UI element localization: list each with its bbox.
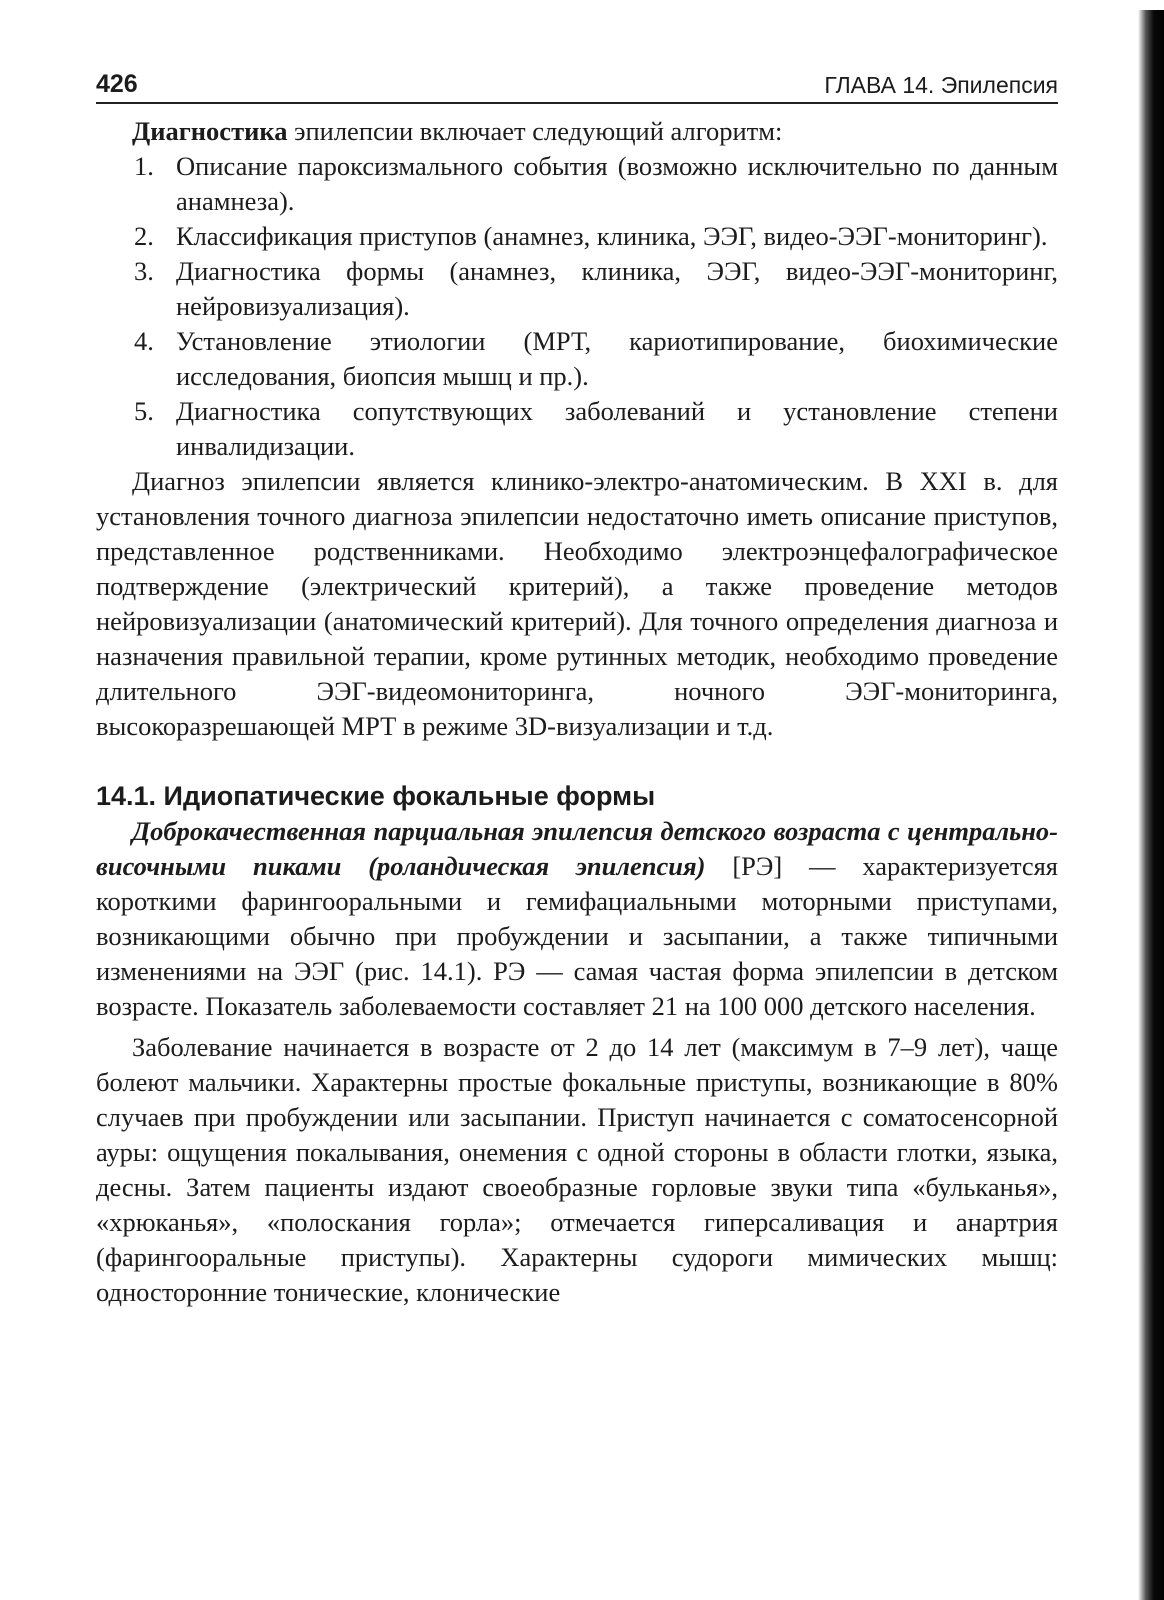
list-item-text: Установление этиологии (МРТ, кариотипирование, биохимические исследования, биопсия мышц и пр.). <box>176 326 1058 391</box>
list-item <box>96 324 1058 394</box>
running-head <box>96 60 1058 104</box>
list-item-text: Диагностика формы (анамнез, клиника, ЭЭГ, видео-ЭЭГ-мониторинг, нейровизуализация). <box>176 256 1058 321</box>
list-item-number: 2. <box>134 221 154 251</box>
list-item-text: Описание пароксизмального события (возможно исключительно по данным анамнеза). <box>176 151 1058 216</box>
rolandic-epilepsy-text: [РЭ] — характеризуетсяя короткими фарингооральными и гемифациальными моторными приступами, возникающими обычно при пробуждении и засыпании, а также типичными изменениями на ЭЭГ (рис. 14.1). РЭ — самая частая форма эпилепсии в детском возрасте. Показатель заболеваемости составляет 21 на 100 000 детского населения. <box>96 851 1058 1021</box>
chapter-title: ГЛАВА 14. Эпилепсия <box>824 72 1058 98</box>
book-page <box>96 60 1058 1310</box>
list-item-number: 1. <box>134 151 154 181</box>
list-item <box>96 149 1058 219</box>
list-item-number: 5. <box>134 396 154 426</box>
list-item-text: Классификация приступов (анамнез, клиника, ЭЭГ, видео-ЭЭГ-мониторинг). <box>176 221 1048 251</box>
list-item-number: 4. <box>134 326 154 356</box>
onset-paragraph: Заболевание начинается в возрасте от 2 до 14 лет (максимум в 7–9 лет), чаще болеют мальчики. Характерны простые фокальные приступы, возникающие в 80% случаев при пробуждении или засыпании. Приступ начинается с соматосенсорной ауры: ощущения покалывания, онемения с одной стороны в области глотки, языка, десны. Затем пациенты издают своеобразные горловые звуки типа «бульканья», «хрюканья», «полоскания горла»; отмечается гиперсаливация и анартрия (фарингооральные приступы). Характерны судороги мимических мышц: односторонние тонические, клонические <box>96 1032 1058 1307</box>
diagnostics-intro <box>96 114 1058 149</box>
list-item <box>96 254 1058 324</box>
rolandic-epilepsy-paragraph <box>96 814 1058 1024</box>
section-heading: 14.1. Идиопатические фокальные формы <box>96 781 656 811</box>
list-item-text: Диагностика сопутствующих заболеваний и установление степени инвалидизации. <box>176 396 1058 461</box>
rolandic-epilepsy-term: Доброкачественная парциальная эпилепсия детского возраста с центрально-височными пиками (роландическая эпилепсия) <box>96 816 1058 881</box>
list-item-number: 3. <box>134 256 154 286</box>
list-item <box>96 219 1058 254</box>
diagnostics-term: Диагностика <box>132 116 288 146</box>
diagnosis-summary-paragraph: Диагноз эпилепсии является клинико-электро-анатомическим. В XXI в. для установления точного диагноза эпилепсии недостаточно иметь описание приступов, представленное родственниками. Необходимо электроэнцефалографическое подтверждение (электрический критерий), а также проведение методов нейровизуализации (анатомический критерий). Для точного определения диагноза и назначения правильной терапии, кроме рутинных методик, необходимо проведение длительного ЭЭГ-видеомониторинга, ночного ЭЭГ-мониторинга, высокоразрешающей МРТ в режиме 3D-визуализации и т.д. <box>96 466 1058 741</box>
list-item <box>96 394 1058 464</box>
page-number: 426 <box>96 70 138 98</box>
diagnostics-intro-text: эпилепсии включает следующий алгоритм: <box>287 116 783 146</box>
book-spine-shadow <box>1138 10 1164 1600</box>
diagnostics-steps <box>96 149 1058 464</box>
